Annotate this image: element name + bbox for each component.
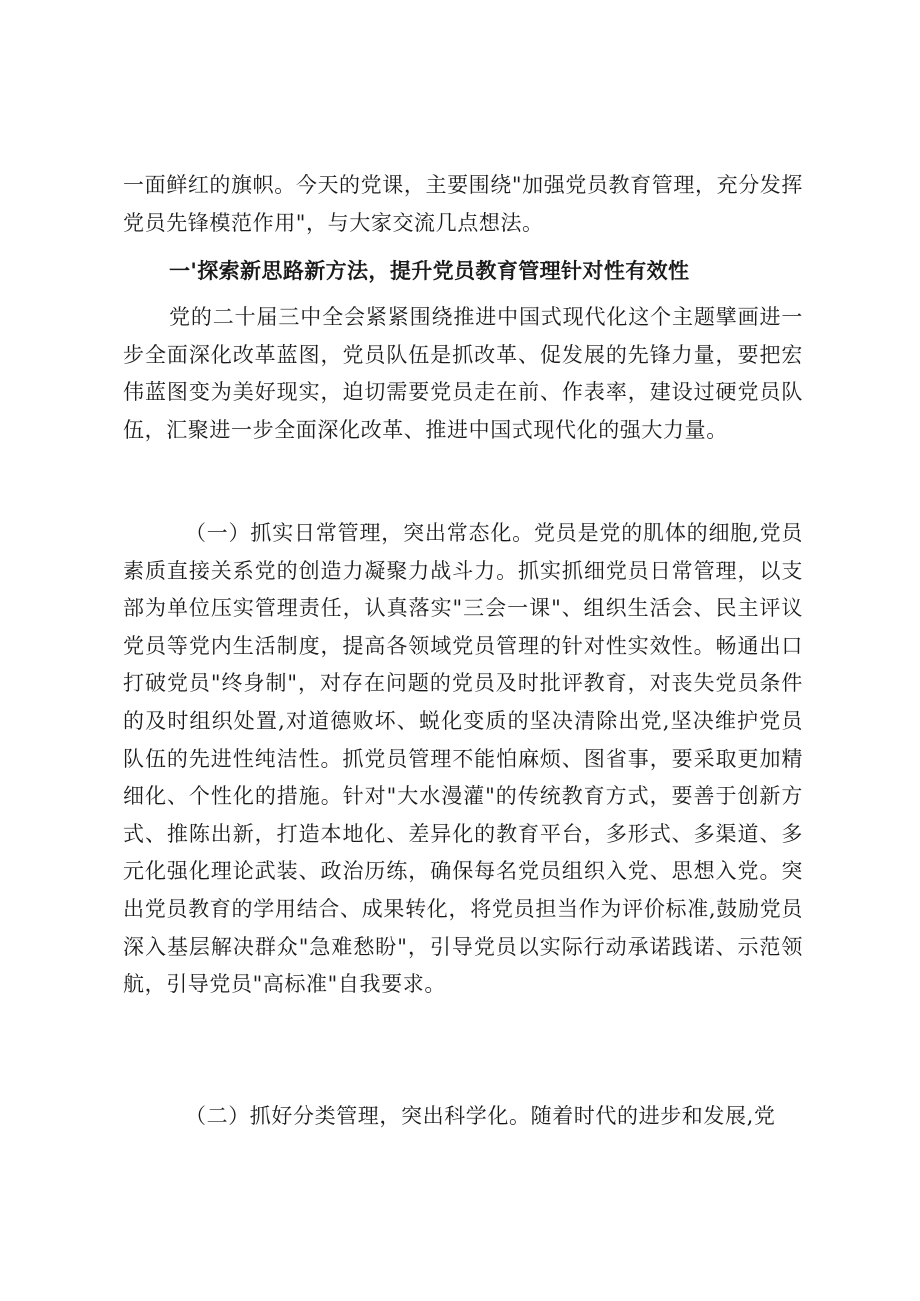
intro-text-block (123, 167, 803, 242)
item2-paragraph: （二）抓好分类管理，突出科学化。随着时代的进步和发展,党 (185, 1104, 776, 1128)
intro-paragraph: 一面鲜红的旗帜。今天的党课，主要围绕"加强党员教育管理，充分发挥党员先锋模范作用"，与大家交流几点想法。 (123, 173, 803, 235)
item1-paragraph: （一）抓实日常管理，突出常态化。党员是党的肌体的细胞,党员素质直接关系党的创造力凝聚力战斗力。抓实抓细党员日常管理，以支部为单位压实管理责任，认真落实"三会一课"、组织生活会、民主评议党员等党内生活制度，提高各领域党员管理的针对性实效性。畅通出口打破党员"终身制"，对存在问题的党员及时批评教育，对丧失党员条件的及时组织处置,对道德败坏、蜕化变质的坚决清除出党,坚决维护党员队伍的先进性纯洁性。抓党员管理不能怕麻烦、图省事，要采取更加精细化、个性化的措施。针对"大水漫灌"的传统教育方式，要善于创新方式、推陈出新，打造本地化、差异化的教育平台，多形式、多渠道、多元化强化理论武装、政治历练，确保每名党员组织入党、思想入党。突出党员教育的学用结合、成果转化，将党员担当作为评价标准,鼓励党员深入基层解决群众"急难愁盼"，引导党员以实际行动承诺践诺、示范领航，引导党员"高标准"自我要求。 (123, 521, 803, 997)
section-heading: 一'探索新思路新方法，提升党员教育管理针对性有效性 (169, 259, 690, 283)
section-heading-block (123, 252, 803, 290)
section-text-block (123, 299, 803, 449)
section-paragraph: 党的二十届三中全会紧紧围绕推进中国式现代化这个主题擘画进一步全面深化改革蓝图，党员队伍是抓改革、促发展的先锋力量，要把宏伟蓝图变为美好现实，迫切需要党员走在前、作表率，建设过硬党员队伍，汇聚进一步全面深化改革、推进中国式现代化的强大力量。 (123, 305, 803, 442)
item1-text-block (123, 515, 803, 1004)
item2-text-block (123, 1098, 803, 1136)
